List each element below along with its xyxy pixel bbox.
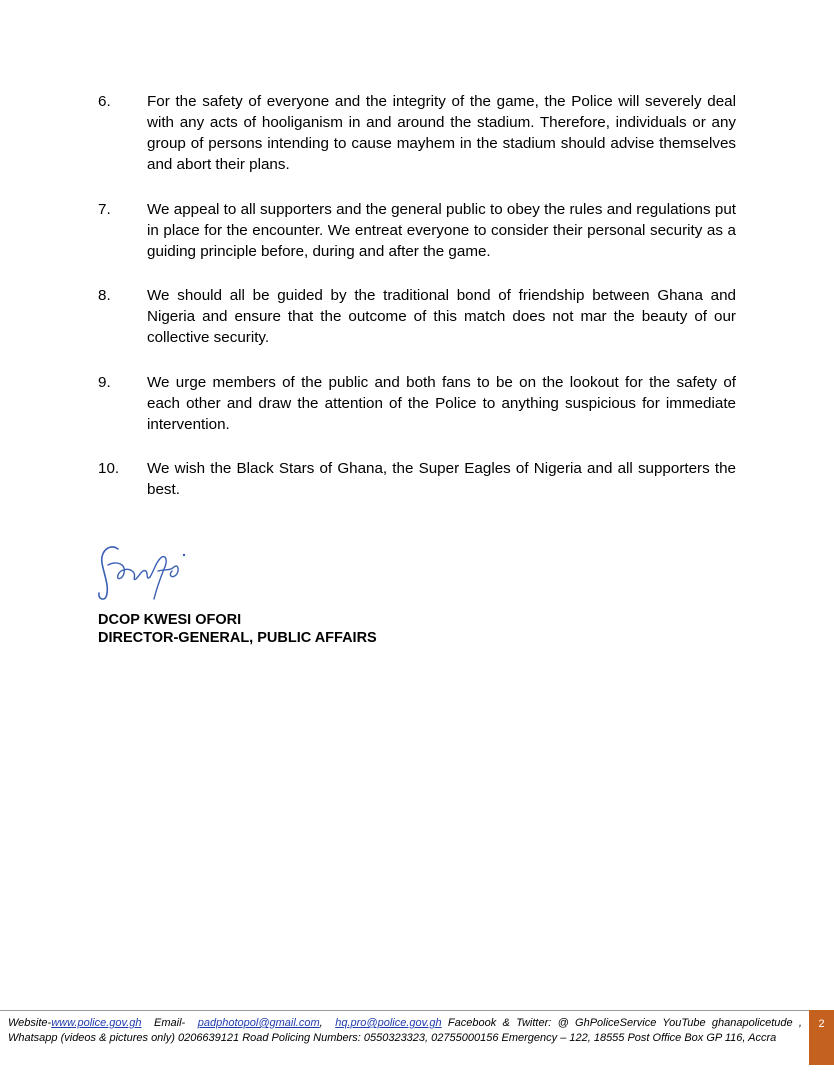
page-number-tab xyxy=(809,1010,834,1065)
email-separator: , xyxy=(319,1017,336,1029)
website-link[interactable]: www.police.gov.gh xyxy=(51,1017,142,1029)
item-number: 8. xyxy=(98,287,111,304)
footer-contact-details: Facebook & Twitter: @ GhPoliceService YouTube ghanapolicetude , Whatsapp (videos & pictures only) 0206639121 Road Policing Numbers: 0550323323, 02755000156 Emergency – 122, 18555 Post Office Box GP 116, Accra xyxy=(8,1017,802,1044)
email-label: Email- xyxy=(141,1017,198,1029)
page-number: 2 xyxy=(818,1018,825,1030)
list-item-10 xyxy=(98,458,736,500)
list-item-8 xyxy=(98,285,736,348)
website-label: Website- xyxy=(8,1017,52,1029)
item-number: 9. xyxy=(98,374,111,391)
item-number: 6. xyxy=(98,93,111,110)
list-item-6 xyxy=(98,91,736,175)
item-text: We appeal to all supporters and the general public to obey the rules and regulations put in place for the encounter. We entreat everyone to consider their personal security as a guiding principle before, during and after the game. xyxy=(147,201,736,260)
item-text: We wish the Black Stars of Ghana, the Super Eagles of Nigeria and all supporters the best. xyxy=(147,460,736,498)
email-link-hqpro[interactable]: hq.pro@police.gov.gh xyxy=(335,1017,442,1029)
handwritten-signature xyxy=(96,541,192,603)
list-item-7 xyxy=(98,199,736,262)
item-number: 7. xyxy=(98,201,111,218)
list-item-9 xyxy=(98,372,736,435)
item-text: We urge members of the public and both fans to be on the lookout for the safety of each other and draw the attention of the Police to anything suspicious for immediate intervention. xyxy=(147,374,736,433)
signatory-name: DCOP KWESI OFORI xyxy=(98,612,242,628)
signatory-title: DIRECTOR-GENERAL, PUBLIC AFFAIRS xyxy=(98,630,377,646)
footer-contact xyxy=(8,1016,802,1045)
item-text: For the safety of everyone and the integrity of the game, the Police will severely deal with any acts of hooliganism in and around the stadium. Therefore, individuals or any group of persons intending to cause mayhem in the stadium should advise themselves and abort their plans. xyxy=(147,93,736,173)
item-text: We should all be guided by the traditional bond of friendship between Ghana and Nigeria and ensure that the outcome of this match does not mar the beauty of our collective security. xyxy=(147,287,736,346)
email-link-padphotopol[interactable]: padphotopol@gmail.com xyxy=(197,1017,320,1029)
item-number: 10. xyxy=(98,460,120,477)
footer-divider xyxy=(0,1010,809,1011)
